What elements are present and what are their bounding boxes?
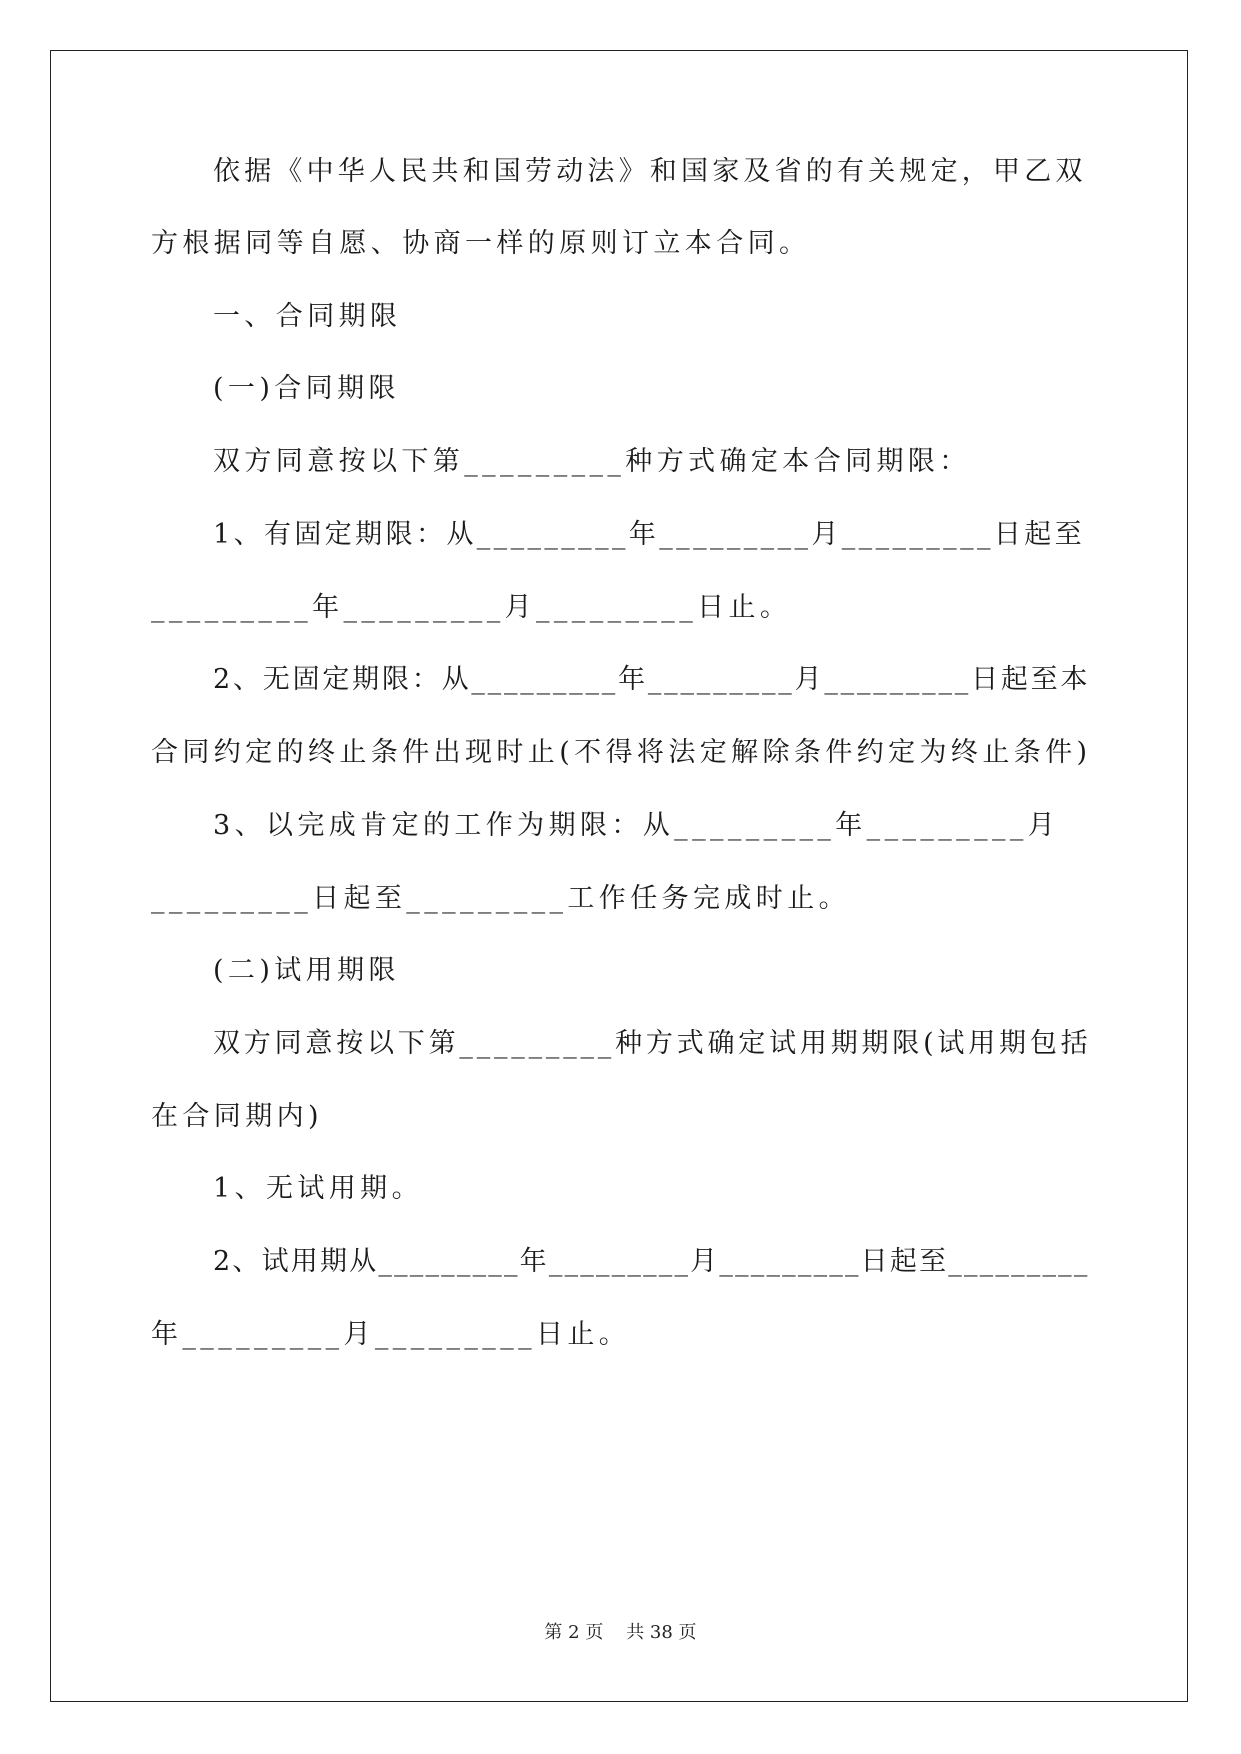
paragraph-line: _________年_________月_________日止。	[151, 592, 792, 623]
page-number: 第 2 页 共 38 页	[544, 1622, 697, 1643]
paragraph-line: 2、无固定期限：从_________年_________月_________日起至本	[213, 664, 1091, 695]
paragraph-line: 3、以完成肯定的工作为期限：从_________年_________月	[213, 810, 1060, 841]
paragraph-line: 方根据同等自愿、协商一样的原则订立本合同。	[151, 228, 811, 259]
paragraph-line: 2、试用期从_________年_________月_________日起至_________	[213, 1246, 1090, 1277]
paragraph-line: 依据《中华人民共和国劳动法》和国家及省的有关规定，甲乙双	[213, 156, 1087, 187]
section-heading: 一、合同期限	[213, 301, 402, 332]
page-frame	[50, 50, 1188, 1702]
paragraph-line: 合同约定的终止条件出现时止(不得将法定解除条件约定为终止条件)	[151, 737, 1092, 768]
paragraph-line: 年_________月_________日止。	[151, 1319, 631, 1350]
page-footer	[0, 1618, 1241, 1644]
paragraph-line: 在合同期内)	[151, 1101, 323, 1132]
paragraph-line: 1、无试用期。	[213, 1173, 423, 1204]
subsection-heading: (一)合同期限	[213, 373, 400, 404]
paragraph-line: _________日起至_________工作任务完成时止。	[151, 883, 850, 914]
paragraph-line: 双方同意按以下第_________种方式确定本合同期限：	[213, 446, 971, 477]
paragraph-line: 双方同意按以下第_________种方式确定试用期期限(试用期包括	[213, 1028, 1092, 1059]
paragraph-line: 1、有固定期限：从_________年_________月_________日起至	[213, 519, 1086, 550]
subsection-heading: (二)试用期限	[213, 955, 400, 986]
